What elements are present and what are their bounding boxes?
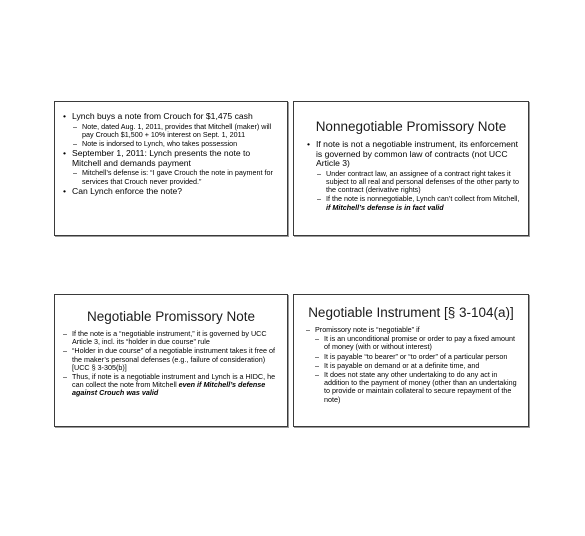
sub-bullet-item: – It is payable on demand or at a definite time, and: [315, 362, 522, 370]
slide-instrument-bullets: [294, 321, 528, 404]
slide-negotiable-bullets: [55, 325, 287, 398]
bullet-emphasis: even if Mitchell’s defense against Crouch was valid: [72, 380, 266, 398]
sub-bullet-item: – Note is indorsed to Lynch, who takes possession: [73, 140, 281, 148]
slide-lynch-case-bullets: [55, 102, 287, 196]
bullet-item: – Promissory note is “negotiable” if: [306, 326, 522, 334]
bullet-item: • September 1, 2011: Lynch presents the note to Mitchell and demands payment: [62, 149, 281, 168]
slide-negotiable-note: [54, 294, 288, 427]
slide-lynch-case: [54, 101, 288, 236]
slide-title: Nonnegotiable Promissory Note: [315, 119, 507, 134]
bullet-item: • Lynch buys a note from Crouch for $1,475 cash: [62, 112, 281, 122]
bullet-emphasis: if Mitchell’s defense is in fact valid: [326, 202, 444, 212]
slide-nonnegotiable-note: [293, 101, 529, 236]
bullet-item: – “Holder in due course” of a negotiable instrument takes it free of the maker’s personal defenses (e.g., failure of consideration) [UCC § 3-305(b)]: [63, 347, 282, 372]
slide-title: Negotiable Instrument [§ 3-104(a)]: [308, 305, 514, 320]
sub-bullet-item: – It is payable “to bearer” or “to order” of a particular person: [315, 353, 522, 361]
bullet-text: Thus, if note is a negotiable instrument and Lynch is a HIDC, he can collect the note from Mitchell: [72, 372, 276, 390]
sub-bullet-item: – Mitchell’s defense is: “I gave Crouch the note in payment for services that Crouch never provided.”: [73, 169, 281, 185]
bullet-item: [63, 373, 282, 398]
slide-nonnegotiable-bullets: [294, 135, 528, 212]
sub-bullet-item: – It does not state any other undertaking to do any act in addition to the payment of money (other than an undertaking to provide or maintain collateral to secure repayment of the note): [315, 371, 522, 404]
bullet-item: – If the note is a “negotiable instrument,” it is governed by UCC Article 3, incl. its “holder in due course” rule: [63, 330, 282, 346]
sub-bullet-item: – It is an unconditional promise or order to pay a fixed amount of money (with or without interest): [315, 335, 522, 351]
bullet-item: • Can Lynch enforce the note?: [62, 187, 281, 197]
sub-bullet-item: – Note, dated Aug. 1, 2011, provides that Mitchell (maker) will pay Crouch $1,500 + 10% interest on Sept. 1, 2011: [73, 123, 281, 139]
slide-title: Negotiable Promissory Note: [86, 309, 256, 324]
slide-negotiable-instrument: [293, 294, 529, 427]
bullet-text: If the note is nonnegotiable, Lynch can’t collect from Mitchell,: [326, 194, 520, 204]
sub-bullet-item: – Under contract law, an assignee of a contract right takes it subject to all real and personal defenses of the other party to the contract (derivative rights): [317, 170, 522, 195]
bullet-item: • If note is not a negotiable instrument, its enforcement is governed by common law of contracts (not UCC Article 3): [306, 140, 522, 169]
sub-bullet-item: [317, 195, 522, 211]
